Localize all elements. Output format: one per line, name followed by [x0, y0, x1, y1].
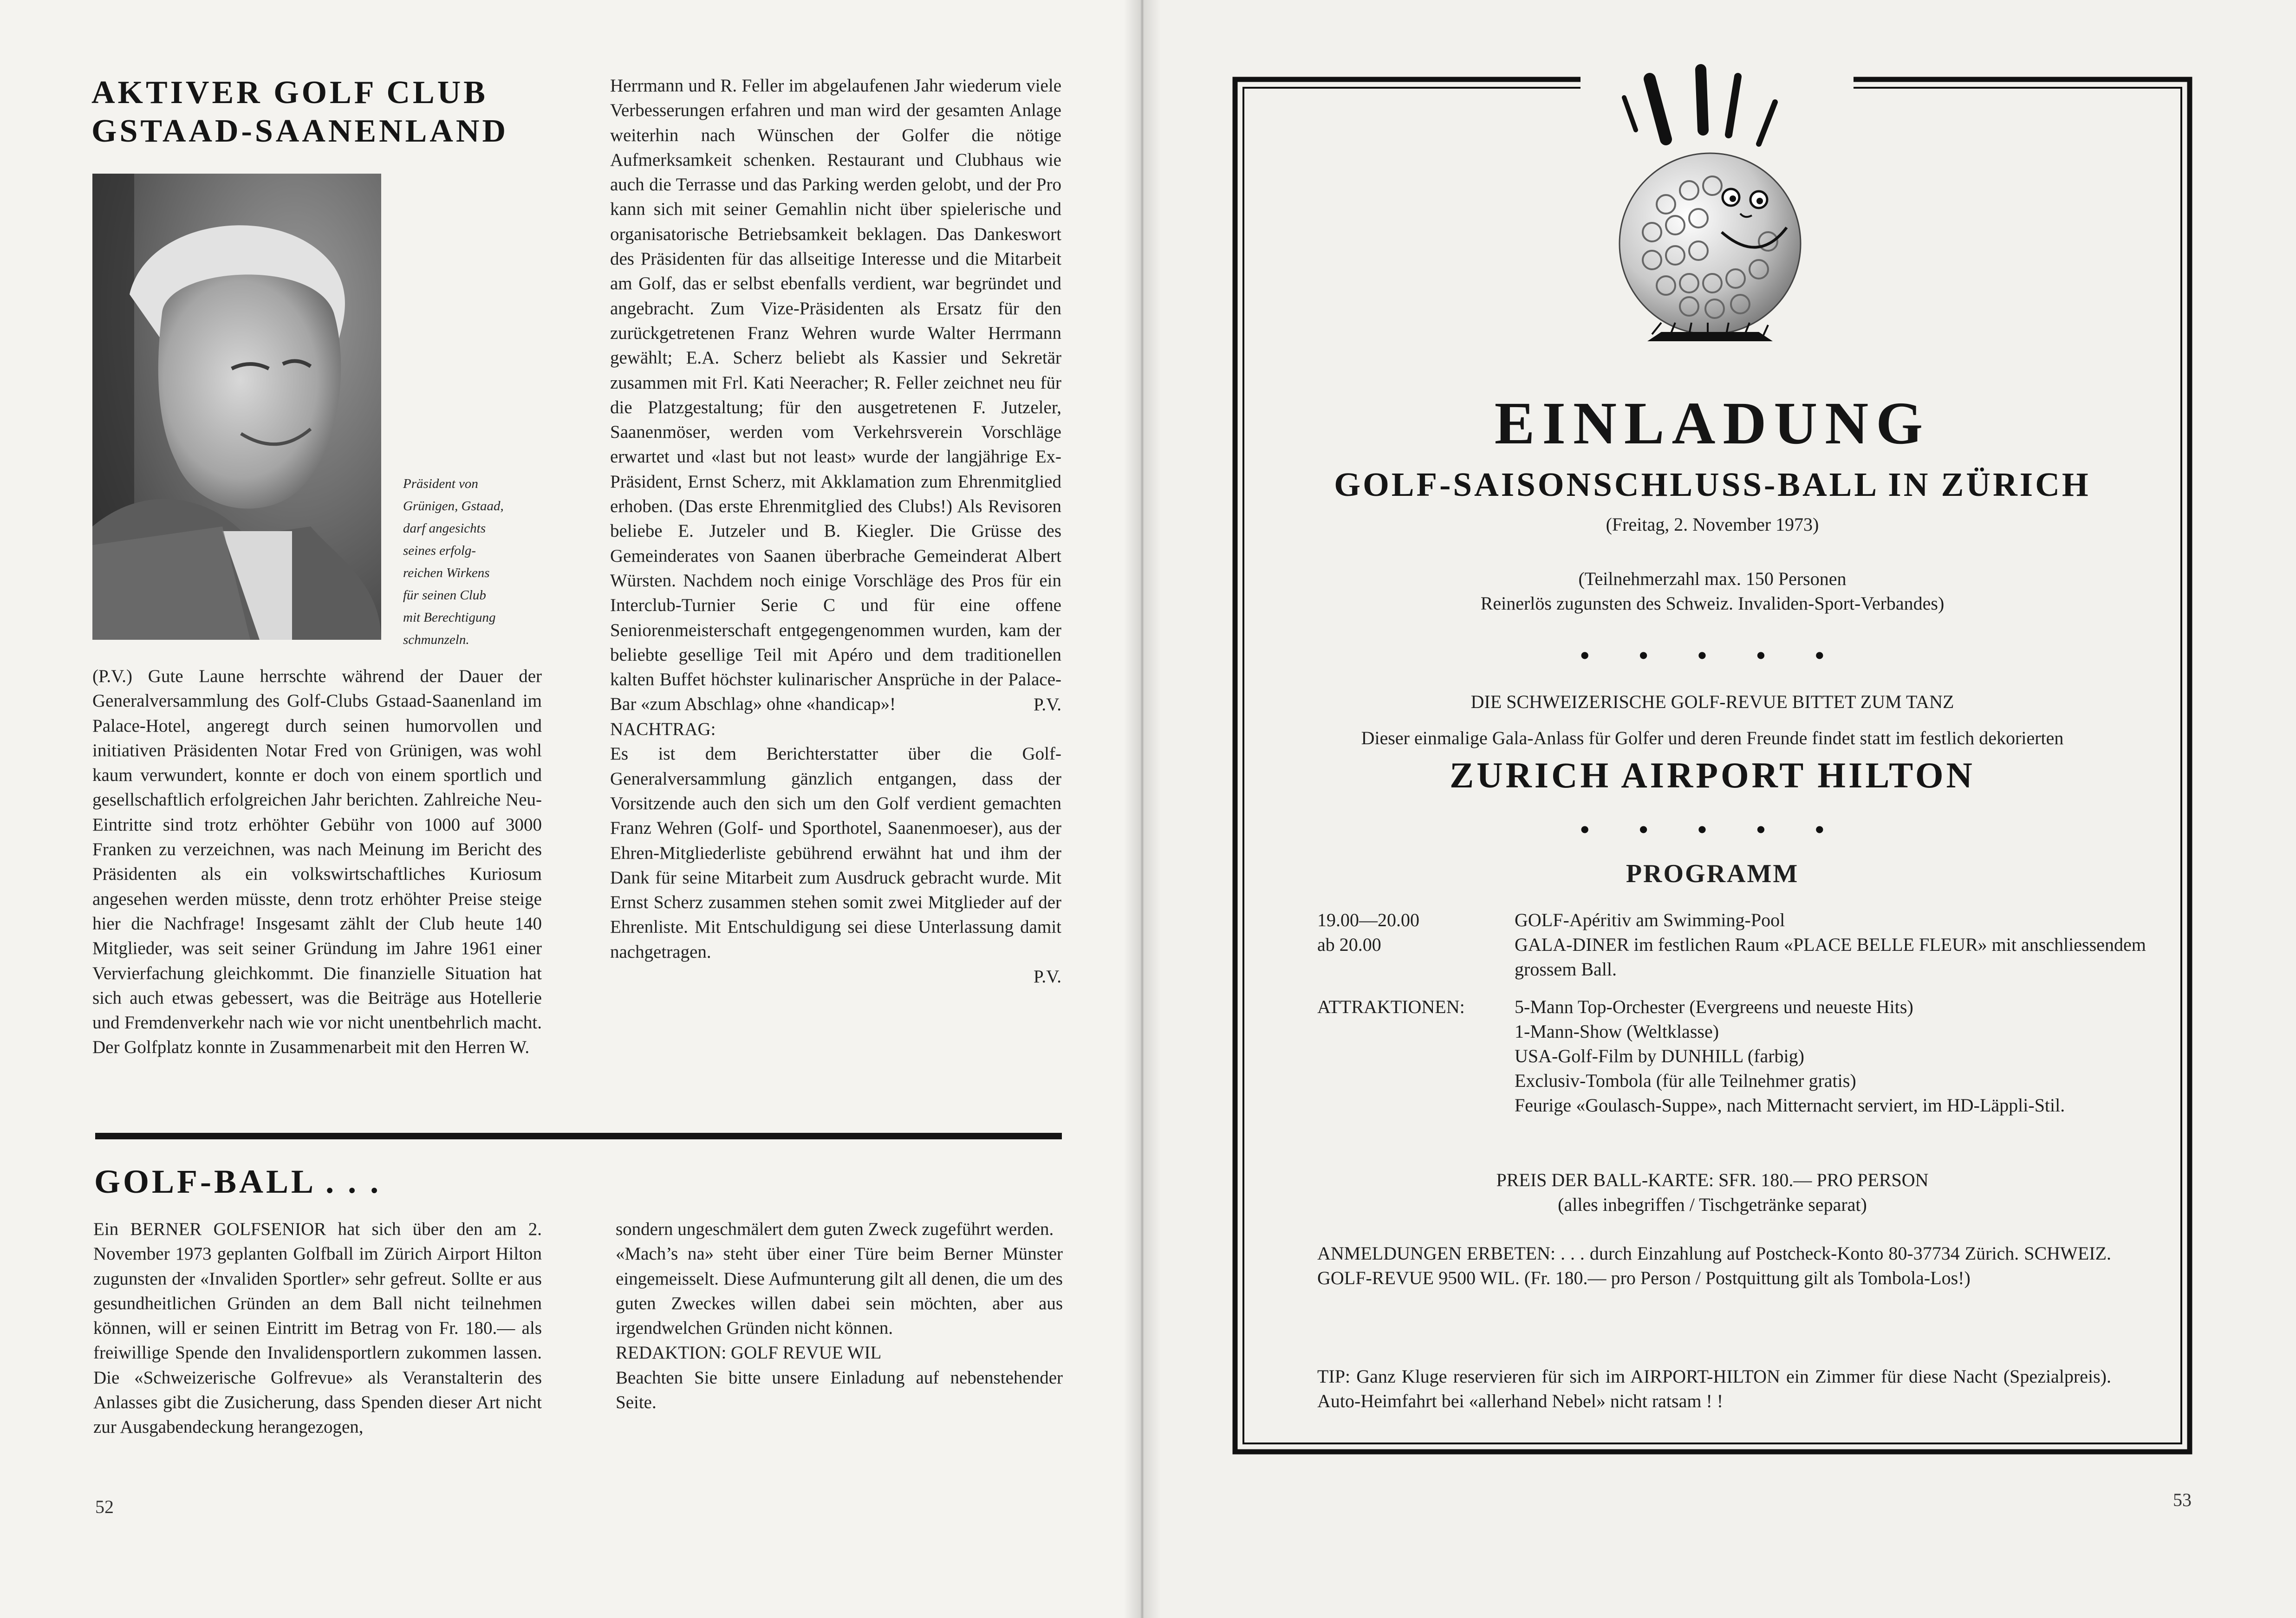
president-photo: [92, 174, 381, 640]
article2-paragraph-continued: sondern ungeschmälert dem guten Zweck zugeführt werden.: [616, 1219, 1054, 1239]
program-time: ab 20.00: [1317, 934, 1381, 955]
gala-description: Dieser einmalige Gala-Anlass für Golfer und deren Freunde findet statt im festlich dekorierten: [1361, 728, 2064, 748]
article2-column-2: [616, 1217, 1063, 1415]
bullet-separator: • • • • •: [1579, 813, 1846, 846]
participants-note: [1231, 566, 2193, 616]
program-description: GALA-DINER im festlichen Raum «PLACE BELLE FLEUR» mit anschliessendem grossem Ball.: [1515, 934, 2146, 980]
book-gutter: [1124, 0, 1161, 1618]
attraction-item: Exclusiv-Tombola (für alle Teilnehmer gratis): [1515, 1070, 1856, 1091]
nachtrag-signature: P.V.: [1033, 966, 1061, 987]
price-note: (alles inbegriffen / Tischgetränke separat): [1558, 1194, 1867, 1215]
program-description: GOLF-Apéritiv am Swimming-Pool: [1515, 910, 1785, 930]
event-date: (Freitag, 2. November 1973): [1606, 514, 1819, 535]
article1-paragraph-continued: Herrmann und R. Feller im abgelaufenen Jahr wiederum viele Verbesserungen erfahren und man wird der gesamten Anlage weiterhin nach Wünschen der Golfer die nötige Aufmerksamkeit schenken. Restaurant und Clubhaus wie auch die Terrasse und das Parking werden gelobt, und der Pro kann sich mit seiner Gemahlin nicht über spielerische und organisatorische Betriebsamkeit beklagen. Das Dankeswort des Präsidenten für das allseitige Interesse und die Mitarbeit am Golf, das er selbst ebenfalls verdient, war begründet und angebracht. Zum Vize-Präsidenten als Ersatz für den zurückgetretenen Franz Wehren wurde Walter Herrmann gewählt; E.A. Scherz beliebt als Kassier und Sekretär zusammen mit Frl. Kati Neeracher; R. Feller zeichnet neu für die Platzgestaltung; für den ausgetretenen F. Jutzeler, Saanenmöser, werden vom Verkehrsverein Vorschläge erwartet und «last but not least» wurde der langjährige Ex-Präsident, Ernst Scherz, mit Akklamation zum Ehrenmitglied erhoben. (Das erste Ehrenmitglied des Clubs!) Als Revisoren beliebe E. Jutzeler und B. Kiegler. Die Grüsse des Gemeinderates von Saanen überbrache Gemeinderat Albert Würsten. Nachdem noch einige Vorschläge des Pros für ein Interclub-Turnier Serie C und für eine offene Seniorenmeisterschaft entgegengenommen wurden, kam der beliebte gesellige Teil mit Apéro und dem traditionellen kalten Buffet höchster kulinarischer Ansprüche in der Palace-Bar «zum Abschlag» ohne «handicap»!: [610, 76, 1061, 715]
invitation-title: EINLADUNG: [1494, 390, 1931, 457]
editor-credit: REDAKTION: GOLF REVUE WIL: [616, 1343, 882, 1363]
caption-line: Grünigen, Gstaad,: [403, 499, 504, 513]
invitation-reference: Beachten Sie bitte unsere Einladung auf nebenstehender Seite.: [616, 1367, 1063, 1413]
article2-paragraph: Ein BERNER GOLFSENIOR hat sich über den am 2. November 1973 geplanten Golfball im Zürich Airport Hilton zugunsten der «Invaliden Sportler» sehr gefreut. Sollte er aus gesundheitlichen Gründen an dem Ball nicht teilnehmen können, will er seinen Eintritt im Betrag von Fr. 180.— als freiwillige Spende den Invalidensportlern zukommen lassen. Die «Schweizerische Golfrevue» als Veranstalterin des Anlasses gibt die Zusicherung, dass Spenden dieser Art nicht zur Ausgabendeckung herangezogen,: [93, 1219, 542, 1437]
article1-column-1: [92, 664, 542, 1060]
attractions-label: ATTRAKTIONEN:: [1317, 996, 1465, 1017]
registration-info: ANMELDUNGEN ERBETEN: . . . durch Einzahlung auf Postcheck-Konto 80-37734 Zürich. SCHWEIZ. GOLF-REVUE 9500 WIL. (Fr. 180.— pro Person / Postquittung gilt als Tombola-Los!): [1317, 1243, 2111, 1288]
photo-caption: [403, 473, 542, 651]
article1-paragraph: (P.V.) Gute Laune herrschte während der Dauer der Generalversammlung des Golf-Clubs Gstaad-Saanenland im Palace-Hotel, angeregt durch seinen humorvollen und initiativen Präsidenten Notar Fred von Grünigen, was wohl kaum verwundert, konnte er doch von einem sportlich und gesellschaftlich erfolgreichen Jahr berichten. Zahlreiche Neu-Eintritte sind trotz erhöhter Gebühr von 1000 auf 3000 Franken zu verzeichnen, was nach Meinung im Bericht des Präsidenten als ein volkswirtschaftliches Kuriosum angesehen werden müsste, denn trotz erhöhter Preise steige hier die Nachfrage! Insgesamt zählt der Club heute 140 Mitglieder, was seit seiner Gründung im Jahre 1961 einer Vervierfachung gleichkommt. Die finanzielle Situation hat sich auch etwas gebessert, was die Beiträge aus Hotellerie und Fremdenverkehr nach wie vor nicht unentbehrlich macht. Der Golfplatz konnte in Zusammenarbeit mit den Herren W.: [92, 666, 542, 1058]
attraction-item: USA-Golf-Film by DUNHILL (farbig): [1515, 1046, 1804, 1066]
article1-column-2: [610, 73, 1061, 989]
venue-name: ZURICH AIRPORT HILTON: [1450, 755, 1975, 795]
article2-quote-paragraph: «Mach’s na» steht über einer Türe beim Berner Münster eingemeisselt. Diese Aufmunterung gilt all denen, die um des guten Zweckes willen dabei sein möchten, aber aus irgendwelchen Gründen nicht können.: [616, 1244, 1063, 1339]
participants-line-1: (Teilnehmerzahl max. 150 Personen: [1578, 568, 1847, 589]
page-number-right: 53: [2173, 1489, 2192, 1510]
nachtrag-heading: NACHTRAG:: [610, 719, 716, 740]
nachtrag-paragraph: Es ist dem Berichterstatter über die Golf-Generalversammlung gänzlich entgangen, dass der Vorsitzende auch den sich um den Golf verdient gemachten Franz Wehren (Golf- und Sporthotel, Saanenmoeser), aus der Ehren-Mitgliederliste gebührend erwähnt hat und ihm der Dank für seine Mitarbeit zum Ausdruck gebracht wurde. Mit Ernst Scherz zusammen stehen somit zwei Mitglieder auf der Ehrenliste. Mit Entschuldigung sei diese Unterlassung damit nachgetragen.: [610, 744, 1061, 962]
headline-line-1: AKTIVER GOLF CLUB: [91, 75, 488, 110]
caption-line: Präsident von: [403, 476, 478, 491]
attractions-list: [1515, 994, 2109, 1118]
section-divider: [95, 1133, 1062, 1139]
attraction-item: 1-Mann-Show (Weltklasse): [1515, 1021, 1719, 1042]
headline-golf-club: [91, 73, 508, 150]
program-heading: PROGRAMM: [1626, 859, 1799, 888]
caption-line: darf angesichts: [403, 521, 486, 536]
bullet-separator: • • • • •: [1579, 639, 1846, 672]
attraction-item: Feurige «Goulasch-Suppe», nach Mitternacht serviert, im HD-Läppli-Stil.: [1515, 1095, 2065, 1116]
attraction-item: 5-Mann Top-Orchester (Evergreens und neueste Hits): [1515, 996, 1913, 1017]
caption-line: seines erfolg-: [403, 543, 476, 558]
left-page: [0, 0, 1142, 1618]
article2-column-1: [93, 1217, 542, 1440]
program-time: 19.00—20.00: [1317, 910, 1419, 930]
golf-ball-mascot-icon: [1596, 51, 1828, 367]
caption-line: mit Berechtigung: [403, 610, 496, 625]
headline-line-2: GSTAAD-SAANENLAND: [91, 113, 509, 149]
invitation-subtitle: GOLF-SAISONSCHLUSS-BALL IN ZÜRICH: [1334, 466, 2091, 503]
tip-note: TIP: Ganz Kluge reservieren für sich im AIRPORT-HILTON ein Zimmer für diese Nacht (Spezialpreis). Auto-Heimfahrt bei «allerhand Nebel» nicht ratsam ! !: [1317, 1366, 2111, 1411]
price-block: [1231, 1168, 2193, 1217]
page-number-left: 52: [95, 1496, 114, 1517]
caption-line: reichen Wirkens: [403, 565, 490, 580]
participants-line-2: Reinerlös zugunsten des Schweiz. Invaliden-Sport-Verbandes): [1480, 593, 1945, 614]
caption-line: für seinen Club: [403, 588, 486, 603]
portrait-illustration: [92, 174, 381, 640]
caption-line: schmunzeln.: [403, 632, 469, 647]
invite-line: DIE SCHWEIZERISCHE GOLF-REVUE BITTET ZUM TANZ: [1470, 691, 1954, 712]
author-signature: P.V.: [1033, 694, 1061, 715]
price-line: PREIS DER BALL-KARTE: SFR. 180.— PRO PERSON: [1496, 1170, 1929, 1190]
headline-golf-ball: GOLF-BALL . . .: [94, 1163, 382, 1200]
invitation-frame: [1231, 77, 2193, 1456]
